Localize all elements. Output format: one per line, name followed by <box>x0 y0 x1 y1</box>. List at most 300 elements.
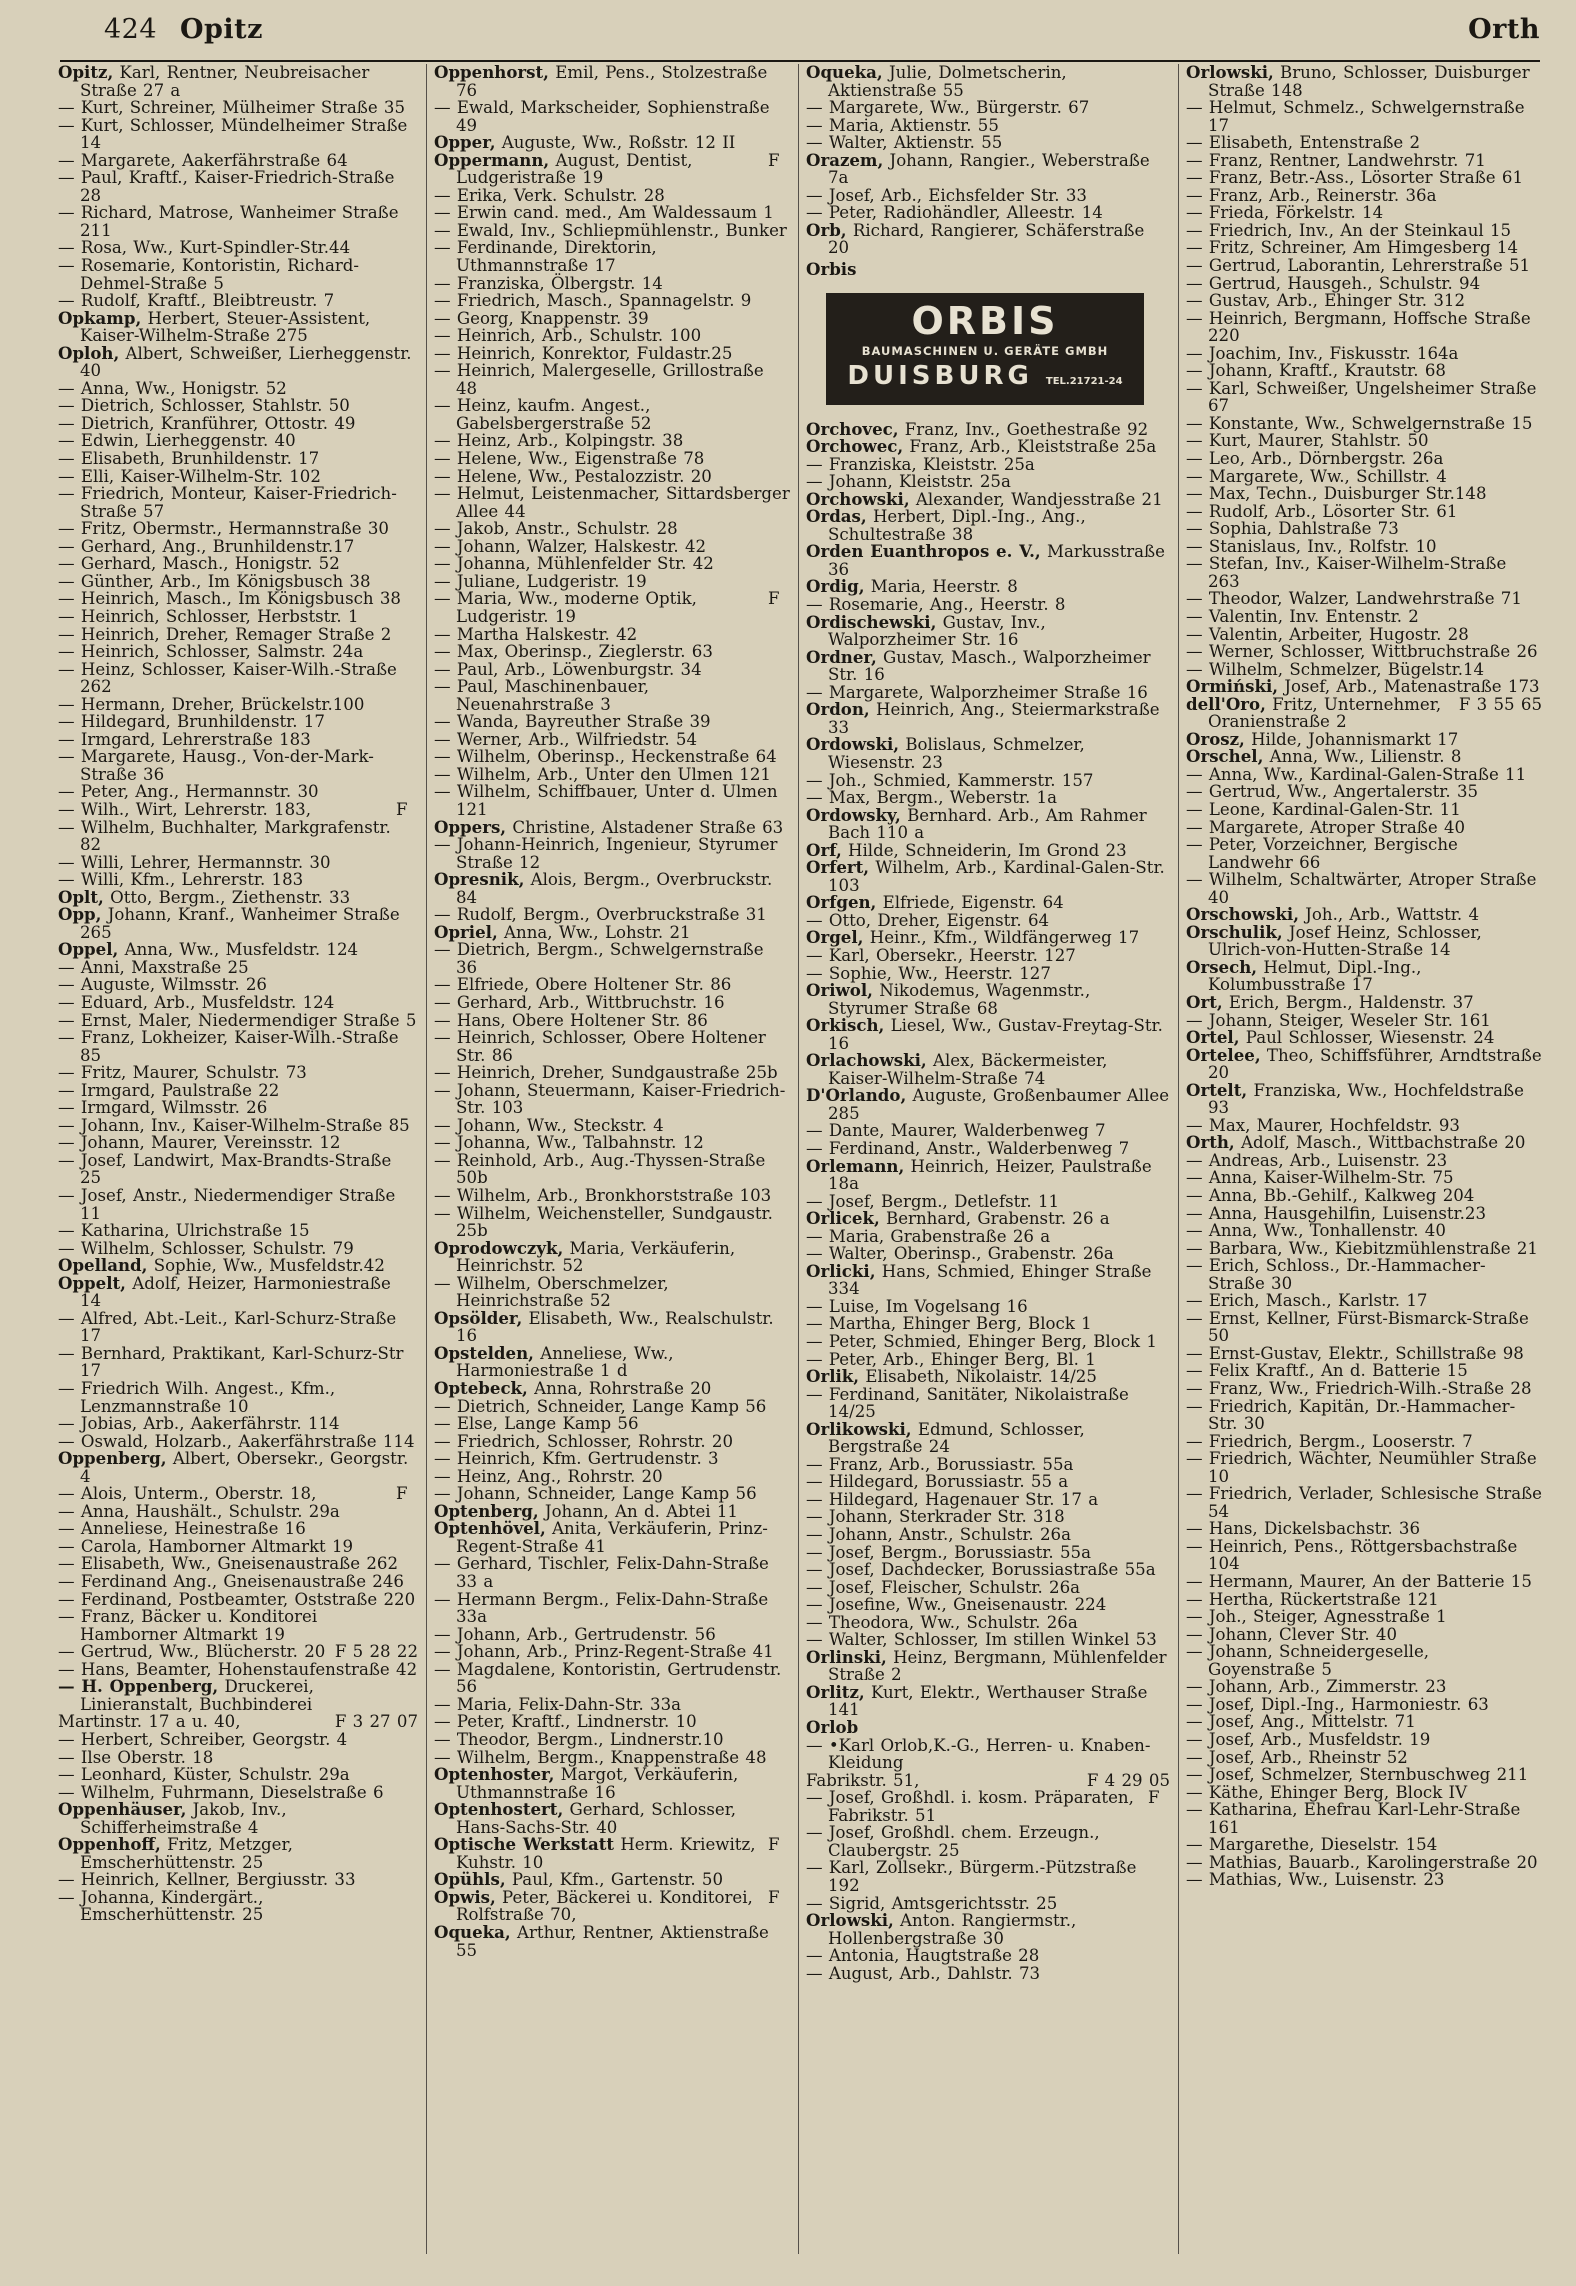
directory-entry <box>806 204 1170 222</box>
entry-details: — Erika, Verk. Schulstr. 28 <box>434 185 665 205</box>
entry-details: — Gerhard, Ang., Brunhildenstr.17 <box>58 536 355 556</box>
entry-details: — Johann, Anstr., Schulstr. 26a <box>806 1525 1071 1545</box>
entry-details: — Peter, Arb., Ehinger Berg, Bl. 1 <box>806 1349 1096 1369</box>
entry-details: Albert, Obersekr., Georgstr. 4 <box>80 1449 409 1486</box>
directory-entry <box>58 432 418 450</box>
directory-entry <box>806 1859 1170 1894</box>
entry-details: — Gertrud, Ww., Angertalerstr. 35 <box>1186 782 1479 802</box>
directory-entry <box>58 468 418 486</box>
phone-number: F 5 28 22 <box>334 1642 418 1662</box>
entry-details: Anton. Rangiermstr., Hollenbergstraße 30 <box>828 1911 1077 1948</box>
directory-entry <box>58 1099 418 1117</box>
entry-details: — Fritz, Obermstr., Hermannstraße 30 <box>58 519 389 539</box>
directory-entry <box>434 1064 790 1082</box>
entry-details: — Rosemarie, Ang., Heerstr. 8 <box>806 595 1066 615</box>
entry-details: — Franziska, Ölbergstr. 14 <box>434 273 663 293</box>
entry-details: — Rosa, Ww., Kurt-Spindler-Str.44 <box>58 238 351 258</box>
entry-details: — Karl, Schweißer, Ungelsheimer Straße 67 <box>1186 378 1537 416</box>
entry-details: — Friedrich, Bergm., Looserstr. 7 <box>1186 1431 1473 1451</box>
directory-entry <box>434 626 790 644</box>
directory-entry <box>1186 1169 1542 1187</box>
entry-details: Alexander, Wandjesstraße 21 <box>909 489 1163 509</box>
entry-details: — Wilhelm, Oberschmelzer, Heinrichstraße 52 <box>434 1273 669 1311</box>
directory-entry <box>1186 1854 1542 1872</box>
entry-details: Franz, Arb., Kleiststraße 25a <box>903 437 1157 457</box>
entry-details: — Erwin cand. med., Am Waldessaum 1 <box>434 203 774 223</box>
directory-entry <box>434 713 790 731</box>
entry-surname: Orlinski, <box>806 1646 887 1667</box>
directory-entry <box>806 1351 1170 1369</box>
directory-entry <box>58 1836 418 1871</box>
entry-details: — Johann, Walzer, Halskestr. 42 <box>434 536 707 556</box>
entry-details: — Margarethe, Dieselstr. 154 <box>1186 1835 1438 1855</box>
entry-details: — Paul, Arb., Löwenburgstr. 34 <box>434 659 702 679</box>
directory-entry <box>434 1921 790 1960</box>
entry-details: — August, Arb., Dahlstr. 73 <box>806 1963 1041 1983</box>
entry-details: — Ewald, Inv., Schliepmühlenstr., Bunker <box>434 220 787 240</box>
entry-details: — Wilhelm, Oberinsp., Heckenstraße 64 <box>434 747 777 767</box>
entry-details: — Franz, Bäcker u. Konditorei Hamborner Altmarkt 19 <box>58 1607 318 1644</box>
entry-details: — Johann, Steuermann, Kaiser-Friedrich-Str. 103 <box>434 1080 786 1118</box>
entry-details: Maria, Heerstr. 8 <box>864 577 1018 597</box>
column-3 <box>806 64 1170 2254</box>
entry-details: Nikodemus, Wagenmstr., Styrumer Straße 68 <box>828 981 1091 1018</box>
directory-entry <box>1186 1766 1542 1784</box>
entry-surname: Oppenhorst, <box>434 64 549 82</box>
entry-surname: Orgel, <box>806 927 864 948</box>
entry-details: Druckerei, Linieranstalt, Buchbinderei <box>80 1677 314 1714</box>
entry-details: Anna, Ww., Lilienstr. 8 <box>1263 747 1462 767</box>
directory-entry <box>434 1205 790 1240</box>
entry-surname: Ortelee, <box>1186 1044 1261 1065</box>
directory-entry <box>58 590 418 608</box>
directory-entry <box>1186 1240 1542 1258</box>
directory-entry <box>58 99 418 117</box>
entry-details: — Johanna, Ww., Talbahnstr. 12 <box>434 1133 704 1153</box>
directory-entry <box>58 976 418 994</box>
entry-details: Bolislaus, Schmelzer, Wiesenstr. 23 <box>828 735 1085 772</box>
entry-details: Erich, Bergm., Haldenstr. 37 <box>1222 992 1474 1012</box>
entry-details: — Sophia, Dahlstraße 73 <box>1186 519 1399 539</box>
directory-entry <box>434 643 790 661</box>
entry-surname: Orkisch, <box>806 1015 885 1036</box>
entry-surname: Opelland, <box>58 1255 148 1276</box>
directory-entry: F Optische Werkstatt Herm. Kriewitz, Kuhstr. 10 <box>434 1834 780 1872</box>
entry-details: — Josef, Anstr., Niedermendiger Straße 11 <box>58 1186 396 1223</box>
directory-entry <box>1186 1079 1542 1118</box>
directory-entry <box>806 1210 1170 1228</box>
directory-entry <box>1186 1450 1542 1485</box>
entry-details: — Josef, Arb., Musfeldstr. 19 <box>1186 1729 1431 1749</box>
directory-entry <box>434 1415 790 1433</box>
entry-details: — Johann, Schneidergeselle, Goyenstraße 5 <box>1186 1642 1430 1679</box>
directory-entry <box>434 1117 790 1135</box>
entry-details: — Dietrich, Schlosser, Stahlstr. 50 <box>58 396 350 416</box>
directory-entry <box>1186 1696 1542 1714</box>
entry-surname: Opitz, <box>58 64 114 82</box>
directory-entry <box>806 1772 1170 1790</box>
entry-details: — Max, Techn., Duisburger Str.148 <box>1186 484 1487 504</box>
entry-details: — Heinrich, Dreher, Remager Straße 2 <box>58 624 392 644</box>
entry-details: — Ferdinande, Direktorin, Uthmannstraße 17 <box>434 238 657 276</box>
directory-entry <box>434 661 790 679</box>
entry-details: — Erich, Masch., Karlstr. 17 <box>1186 1291 1428 1311</box>
directory-entry <box>58 1064 418 1082</box>
directory-entry <box>806 1681 1170 1720</box>
entry-surname: Oppenhäuser, <box>58 1799 187 1820</box>
entry-details: — Juliane, Ludgeristr. 19 <box>434 571 647 591</box>
directory-entry <box>434 450 790 468</box>
entry-surname: Optische Werkstatt <box>434 1834 615 1855</box>
entry-details: Heinz, Bergmann, Mühlenfelder Straße 2 <box>828 1647 1167 1685</box>
directory-entry <box>1186 310 1542 345</box>
entry-details: — Wilhelm, Fuhrmann, Dieselstraße 6 <box>58 1782 384 1802</box>
entry-details: — Heinrich, Arb., Schulstr. 100 <box>434 326 702 346</box>
entry-surname: Opwis, <box>434 1886 496 1907</box>
entry-details: — Friedrich, Wächter, Neumühler Straße 10 <box>1186 1449 1537 1486</box>
entry-details: Adolf, Heizer, Harmoniestraße 14 <box>80 1273 391 1311</box>
entry-details: — Ferdinand Ang., Gneisenaustraße 246 <box>58 1572 404 1592</box>
directory-entry <box>1186 380 1542 415</box>
entry-details: — Heinrich, Kfm. Gertrudenstr. 3 <box>434 1449 719 1469</box>
entry-details: Otto, Bergm., Ziethenstr. 33 <box>103 887 351 907</box>
directory-entry <box>806 1614 1170 1632</box>
directory-entry <box>806 894 1170 912</box>
entry-surname: Orlemann, <box>806 1155 905 1176</box>
directory-entry <box>58 871 418 889</box>
entry-details: — Josef, Arb., Rheinstr 52 <box>1186 1747 1408 1767</box>
directory-entry <box>434 1307 790 1346</box>
entry-details: — Josef, Bergm., Borussiastr. 55a <box>806 1542 1091 1562</box>
phone-number: F 3 27 07 <box>334 1712 418 1732</box>
directory-entry <box>1186 1801 1542 1836</box>
entry-details: Maria, Verkäuferin, Heinrichstr. 52 <box>456 1238 736 1276</box>
entry-details: — Maria, Felix-Dahn-Str. 33a <box>434 1694 682 1714</box>
entry-details: — Leo, Arb., Dörnbergstr. 26a <box>1186 449 1444 469</box>
entry-surname: Optenhövel, <box>434 1518 546 1539</box>
entry-surname: Opper, <box>434 132 496 153</box>
entry-details: — Martha, Ehinger Berg, Block 1 <box>806 1314 1092 1334</box>
entry-details: Anna, Rohrstraße 20 <box>527 1379 712 1399</box>
directory-entry <box>1186 292 1542 310</box>
entry-details: — Friedrich, Kapitän, Dr.-Hammacher-Str. 30 <box>1186 1396 1516 1434</box>
entry-details: — Wilhelm, Weichensteller, Sundgaustr. 25b <box>434 1203 773 1241</box>
directory-entry <box>434 1433 790 1451</box>
entry-details: Richard, Rangierer, Schäferstraße 20 <box>828 220 1145 258</box>
entry-details: — Gertrud, Ww., Blücherstr. 20 <box>58 1642 326 1662</box>
directory-entry <box>806 149 1170 188</box>
directory-entry <box>1186 1222 1542 1240</box>
entry-details: — Irmgard, Lehrerstraße 183 <box>58 729 311 749</box>
entry-details: — Johann, Inv., Kaiser-Wilhelm-Straße 85 <box>58 1115 410 1135</box>
entry-details: — •Karl Orlob,K.-G., Herren- u. Knaben-Kleidung <box>806 1735 1151 1773</box>
directory-entry <box>434 345 790 363</box>
directory-entry <box>1186 1134 1542 1152</box>
entry-details: — Joachim, Inv., Fiskusstr. 164a <box>1186 343 1459 363</box>
entry-details: — Anna, Ww., Tonhallenstr. 40 <box>1186 1221 1446 1241</box>
entry-surname: Orfgen, <box>806 892 877 913</box>
directory-entry <box>434 994 790 1012</box>
directory-entry <box>58 1082 418 1100</box>
entry-details: — Wanda, Bayreuther Straße 39 <box>434 712 711 732</box>
column-2 <box>434 64 790 2254</box>
directory-entry <box>806 1473 1170 1491</box>
entry-details: Johann, Rangier., Weberstraße 7a <box>828 150 1150 188</box>
directory-entry <box>1186 1044 1542 1083</box>
entry-details: — Eduard, Arb., Musfeldstr. 124 <box>58 992 335 1012</box>
entry-details: — Erich, Schloss., Dr.-Hammacher-Straße 30 <box>1186 1256 1486 1293</box>
directory-entry <box>806 1052 1170 1087</box>
entry-surname: Oppenberg, <box>58 1448 167 1469</box>
directory-entry <box>806 1315 1170 1333</box>
entry-details: — Alois, Unterm., Oberstr. 18, <box>58 1484 317 1504</box>
entry-surname: Orlikowski, <box>806 1418 912 1439</box>
ad-city <box>826 359 1144 399</box>
entry-details: — Johann, Clever Str. 40 <box>1186 1624 1398 1644</box>
entry-details: — Antonia, Haugtstraße 28 <box>806 1946 1040 1966</box>
directory-entry <box>58 783 418 801</box>
entry-details: — Franz, Rentner, Landwehrstr. 71 <box>1186 150 1486 170</box>
directory-entry <box>434 1713 790 1731</box>
directory-entry <box>1186 1520 1542 1538</box>
entry-details: Herm. Kriewitz, Kuhstr. 10 <box>456 1835 756 1872</box>
entry-details: — Sophie, Ww., Heerstr. 127 <box>806 963 1051 983</box>
directory-entry <box>1186 608 1542 626</box>
directory-entry <box>434 976 790 994</box>
entry-details: — Hans, Obere Holtener Str. 86 <box>434 1010 708 1030</box>
directory-entry <box>806 64 1170 99</box>
entry-surname: Orfert, <box>806 857 870 878</box>
directory-entry <box>806 1579 1170 1597</box>
entry-surname: Orazem, <box>806 149 884 170</box>
entry-details: — Hertha, Rückertstraße 121 <box>1186 1589 1439 1609</box>
entry-details: — Wilhelm, Arb., Unter den Ulmen 121 <box>434 764 771 784</box>
directory-entry <box>1186 222 1542 240</box>
entry-details: — Ewald, Markscheider, Sophienstraße 49 <box>434 98 770 135</box>
directory-entry <box>58 1415 418 1433</box>
directory-entry <box>434 1731 790 1749</box>
directory-entry <box>58 1555 418 1573</box>
directory-entry <box>58 152 418 170</box>
entry-details: — Heinrich, Schlosser, Salmstr. 24a <box>58 642 364 662</box>
entry-details: — Heinrich, Malergeselle, Grillostraße 48 <box>434 361 764 398</box>
entry-details: — Willi, Kfm., Lehrerstr. 183 <box>58 870 304 890</box>
entry-details: Franz, Inv., Goethestraße 92 <box>898 419 1149 439</box>
entry-details: — Ilse Oberstr. 18 <box>58 1747 214 1767</box>
entry-details: — Max, Bergm., Weberstr. 1a <box>806 788 1057 808</box>
entry-surname: Oploh, <box>58 342 120 363</box>
directory-entry <box>434 1342 790 1381</box>
directory-entry <box>1186 1573 1542 1591</box>
entry-details: — Leonhard, Küster, Schulstr. 29a <box>58 1765 350 1785</box>
entry-surname: Orschel, <box>1186 746 1264 767</box>
entry-details: — Anneliese, Heinestraße 16 <box>58 1519 306 1539</box>
entry-details: — Werner, Arb., Wilfriedstr. 54 <box>434 729 698 749</box>
entry-details: — Friedrich Wilh. Angest., Kfm., Lenzmannstraße 10 <box>58 1379 336 1416</box>
directory-entry <box>434 678 790 713</box>
directory-entry <box>806 508 1170 543</box>
entry-surname: Oplt, <box>58 886 104 907</box>
directory-entry <box>434 1766 790 1801</box>
directory-entry <box>58 1012 418 1030</box>
entry-details: — Margarete, Walporzheimer Straße 16 <box>806 682 1148 702</box>
entry-details: — Barbara, Ww., Kiebitzmühlenstraße 21 <box>1186 1238 1538 1258</box>
directory-entry <box>434 520 790 538</box>
phone-number: F 4 29 05 <box>1086 1770 1170 1790</box>
entry-surname: Opsölder, <box>434 1307 523 1328</box>
directory-entry <box>806 1386 1170 1421</box>
entry-details: — Martha Halskestr. 42 <box>434 624 638 644</box>
entry-surname: Ortel, <box>1186 1027 1240 1048</box>
directory-entry <box>58 1187 418 1222</box>
directory-entry <box>434 362 790 397</box>
entry-details: — Hildegard, Brunhildenstr. 17 <box>58 712 325 732</box>
entry-details: Elisabeth, Nikolaistr. 14/25 <box>859 1367 1097 1387</box>
directory-entry <box>434 432 790 450</box>
directory-entry <box>58 538 418 556</box>
entry-surname: Oqueka, <box>806 64 883 82</box>
entry-details: — Joh., Steiger, Agnesstraße 1 <box>1186 1607 1447 1627</box>
directory-entry <box>806 1544 1170 1562</box>
directory-entry <box>1186 134 1542 152</box>
directory-entry <box>806 772 1170 790</box>
directory-entry <box>1186 239 1542 257</box>
entry-details: Fritz, Unternehmer, Oranienstraße 2 <box>1208 694 1442 732</box>
entry-details: Paul Schlosser, Wiesenstr. 24 <box>1239 1028 1495 1048</box>
column-divider <box>426 64 427 2254</box>
entry-details: — Heinrich, Schlosser, Herbststr. 1 <box>58 606 359 626</box>
entry-details: — Hans, Beamter, Hohenstaufenstraße 42 <box>58 1659 418 1679</box>
directory-entry <box>434 1012 790 1030</box>
entry-surname: Oppelt, <box>58 1272 126 1293</box>
entry-details: Alex, Bäckermeister, Kaiser-Wilhelm-Straße 74 <box>828 1051 1108 1088</box>
directory-entry <box>1186 921 1542 960</box>
entry-details: — Franz, Lokheizer, Kaiser-Wilh.-Straße 85 <box>58 1028 399 1065</box>
directory-entry <box>1186 1345 1542 1363</box>
entry-surname: Opühls, <box>434 1869 506 1890</box>
directory-entry: F Opwis, Peter, Bäckerei u. Konditorei, Rolfstraße 70, <box>434 1886 780 1925</box>
directory-entry <box>1186 991 1542 1012</box>
entry-surname: dell'Oro, <box>1186 693 1266 714</box>
directory-entry <box>1186 590 1542 608</box>
directory-entry <box>806 1368 1170 1386</box>
entry-details: — Frieda, Förkelstr. 14 <box>1186 203 1384 223</box>
entry-surname: Ort, <box>1186 991 1223 1012</box>
directory-entry <box>434 1468 790 1486</box>
directory-entry <box>1186 836 1542 871</box>
directory-entry <box>1186 503 1542 521</box>
directory-entry <box>434 1555 790 1590</box>
entry-details: — Ferdinand, Sanitäter, Nikolaistraße 14/25 <box>806 1384 1129 1422</box>
directory-entry <box>58 1713 418 1731</box>
entry-details: — Peter, Ang., Hermannstr. 30 <box>58 782 319 802</box>
entry-details: — Hans, Dickelsbachstr. 36 <box>1186 1519 1421 1539</box>
directory-entry <box>58 64 418 99</box>
entry-details: — Wilhelm, Buchhalter, Markgrafenstr. 82 <box>58 817 391 855</box>
entry-details: — Johanna, Kindergärt., Emscherhüttenstr. 25 <box>58 1887 264 1925</box>
entry-details: Hilde, Schneiderin, Im Grond 23 <box>841 840 1127 860</box>
entry-surname: Orth, <box>1186 1132 1235 1153</box>
directory-entry <box>806 1561 1170 1579</box>
entry-details: — Stefan, Inv., Kaiser-Wilhelm-Straße 263 <box>1186 554 1507 591</box>
entry-details: — Mathias, Bauarb., Karolingerstraße 20 <box>1186 1852 1538 1872</box>
entry-surname: Oppers, <box>434 816 507 837</box>
directory-entry <box>1186 643 1542 661</box>
entry-details: — Leone, Kardinal-Galen-Str. 11 <box>1186 799 1461 819</box>
directory-entry <box>434 783 790 818</box>
directory-entry <box>434 1801 790 1836</box>
entry-surname: Ordig, <box>806 576 865 597</box>
entry-details: — Käthe, Ehinger Berg, Block IV <box>1186 1782 1468 1802</box>
entry-details: Edmund, Schlosser, Bergstraße 24 <box>828 1419 1085 1457</box>
directory-entry <box>806 1947 1170 1965</box>
entry-details: Alois, Bergm., Overbruckstr. 84 <box>456 870 773 907</box>
entry-details: — Hermann, Dreher, Brückelstr.100 <box>58 694 365 714</box>
entry-details: — Helene, Ww., Eigenstraße 78 <box>434 449 705 469</box>
entry-surname: Orlik, <box>806 1366 860 1387</box>
directory-entry <box>58 748 418 783</box>
page-header <box>0 8 1576 60</box>
directory-entry <box>434 187 790 205</box>
entry-surname: Opresnik, <box>434 869 525 890</box>
entry-details: Sophie, Ww., Musfeldstr.42 <box>147 1256 385 1276</box>
directory-entry <box>434 1696 790 1714</box>
entry-details: — Heinrich, Dreher, Sundgaustraße 25b <box>434 1063 778 1083</box>
directory-entry <box>1186 1292 1542 1310</box>
directory-entry <box>58 450 418 468</box>
directory-entry <box>434 1029 790 1064</box>
entry-details: — Walter, Oberinsp., Grabenstr. 26a <box>806 1244 1114 1264</box>
directory-entry: F — Alois, Unterm., Oberstr. 18, <box>58 1484 408 1504</box>
directory-entry <box>1186 275 1542 293</box>
entry-details: Helmut, Dipl.-Ing., Kolumbusstraße 17 <box>1208 957 1422 995</box>
directory-entry <box>58 1310 418 1345</box>
directory-entry <box>434 239 790 274</box>
directory-entry <box>1186 1257 1542 1292</box>
directory-entry <box>58 1222 418 1240</box>
directory-entry <box>806 1596 1170 1614</box>
directory-entry <box>1186 1187 1542 1205</box>
entry-details: Anneliese, Ww., Harmoniestraße 1 d <box>456 1343 674 1381</box>
directory-entry <box>434 327 790 345</box>
entry-surname: Orlachowski, <box>806 1050 927 1071</box>
entry-details: — Richard, Matrose, Wanheimer Straße 211 <box>58 203 399 240</box>
directory-entry <box>806 1298 1170 1316</box>
entry-details: Franziska, Ww., Hochfeldstraße 93 <box>1208 1080 1524 1118</box>
directory-entry <box>434 1643 790 1661</box>
entry-details: Albert, Schweißer, Lierheggenstr. 40 <box>80 343 412 381</box>
entry-details: — Gerhard, Arb., Wittbruchstr. 16 <box>434 992 725 1012</box>
entry-details: — Carola, Hamborner Altmarkt 19 <box>58 1536 354 1556</box>
entry-details: — Gerhard, Masch., Honigstr. 52 <box>58 554 340 574</box>
entry-details: — Dante, Maurer, Walderbenweg 7 <box>806 1121 1106 1141</box>
entry-surname: — H. Oppenberg, <box>58 1676 219 1697</box>
right-running-head: Orth <box>1468 14 1540 45</box>
entry-details: — Irmgard, Wilmsstr. 26 <box>58 1098 268 1118</box>
entry-details: — Anni, Maxstraße 25 <box>58 957 249 977</box>
entry-surname: Oppermann, <box>434 149 550 170</box>
entry-details: — Theodor, Bergm., Lindnerstr.10 <box>434 1729 724 1749</box>
entry-details: — Franz, Betr.-Ass., Lösorter Straße 61 <box>1186 168 1523 188</box>
entry-details: Hilde, Johannismarkt 17 <box>1244 729 1459 749</box>
entry-details: — Josef, Bergm., Detlefstr. 11 <box>806 1191 1060 1211</box>
entry-details: — Gertrud, Hausgeh., Schulstr. 94 <box>1186 273 1481 293</box>
page-number: 424 <box>104 14 158 45</box>
directory-entry <box>434 573 790 591</box>
directory-entry <box>806 1965 1170 1983</box>
entry-details: — Oswald, Holzarb., Aakerfährstraße 114 <box>58 1431 415 1451</box>
directory-entry <box>58 1573 418 1591</box>
